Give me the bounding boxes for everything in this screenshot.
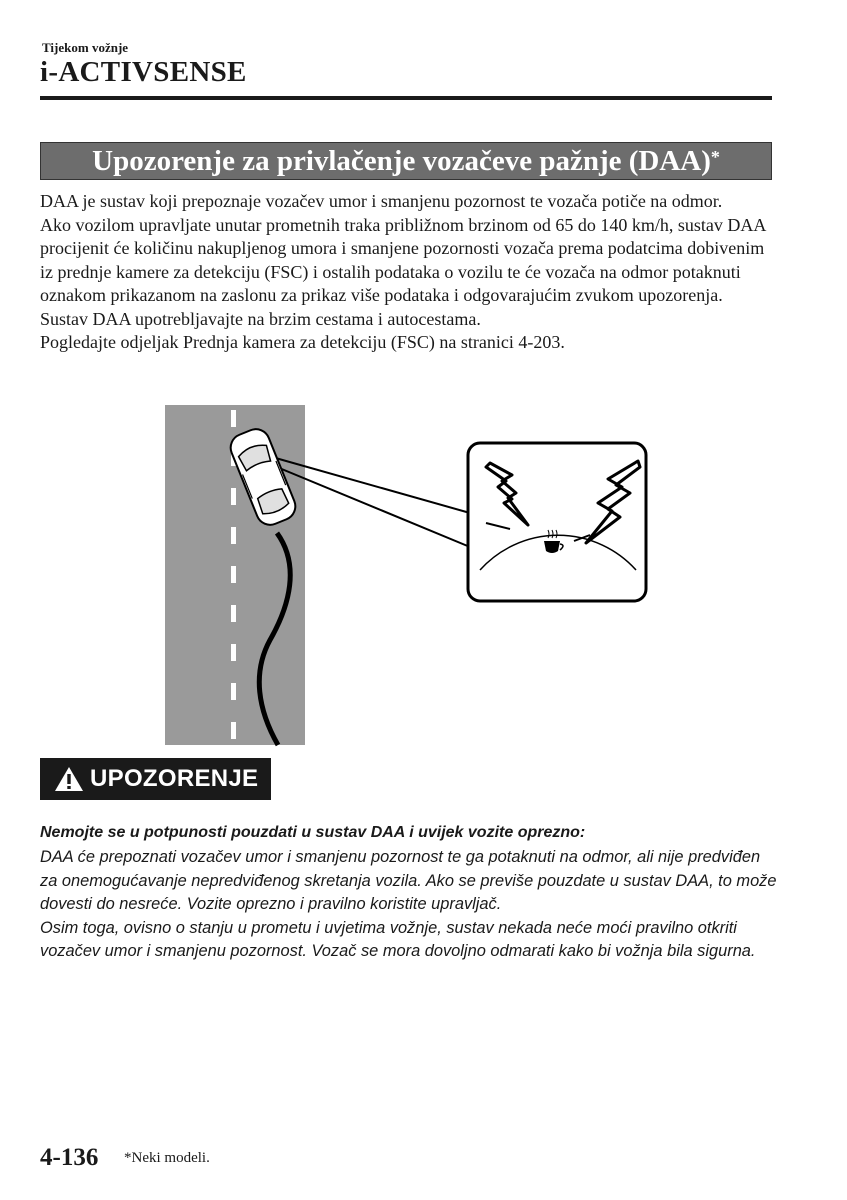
chapter-title: i-ACTIVSENSE xyxy=(40,56,247,88)
warning-heading: Nemojte se u potpunosti pouzdati u sustav DAA i uvijek vozite oprezno: xyxy=(40,824,586,841)
section-label: Tijekom vožnje xyxy=(42,40,129,55)
body-text xyxy=(40,190,772,355)
warning-paragraph: Osim toga, ovisno o stanju u prometu i uvjetima vožnje, sustav nekada neće moći pravilno otkriti vozačev umor i smanjenu pozornost. Vozač se mora dovoljno odmarati kako bi vožnja bila sigurna. xyxy=(40,918,756,961)
body-paragraph: DAA je sustav koji prepoznaje vozačev umor i smanjenu pozornost te vozača potiče na odmor. xyxy=(40,191,723,211)
footnote-mark: * xyxy=(710,146,720,167)
header-rule xyxy=(40,96,772,100)
body-paragraph: Pogledajte odjeljak Prednja kamera za detekciju (FSC) na stranici 4-203. xyxy=(40,332,565,352)
warning-triangle-icon xyxy=(54,765,84,793)
warning-text xyxy=(40,846,780,964)
section-heading xyxy=(40,142,772,180)
body-paragraph: Ako vozilom upravljate unutar prometnih traka približnom brzinom od 65 do 140 km/h, sustav DAA procijenit će količinu nakupljenog umora i smanjene pozornosti vozača prema podatcima dobivenim iz prednje kamere za detekciju (FSC) i ostalih podataka o vozilu te će vozača na odmor potaknuti oznakom prikazanom na zaslonu za prikaz više podataka i odgovarajućim zvukom upozorenja. xyxy=(40,214,766,305)
section-heading-text: Upozorenje za privlačenje vozačeve pažnje (DAA) xyxy=(92,144,711,177)
page-number: 4-136 xyxy=(40,1144,99,1171)
footnote: *Neki modeli. xyxy=(124,1150,210,1166)
warning-banner xyxy=(40,758,271,800)
daa-illustration xyxy=(160,405,650,750)
warning-title: UPOZORENJE xyxy=(90,765,259,792)
body-paragraph: Sustav DAA upotrebljavajte na brzim cestama i autocestama. xyxy=(40,308,481,329)
warning-paragraph: DAA će prepoznati vozačev umor i smanjenu pozornost te ga potaknuti na odmor, ali nije predviđen za onemogućavanje nepredviđenog skretanja vozila. Ako se previše pouzdate u sustav DAA, to može dovesti do nesreće. Vozite oprezno i pravilno koristite upravljač. xyxy=(40,848,777,914)
